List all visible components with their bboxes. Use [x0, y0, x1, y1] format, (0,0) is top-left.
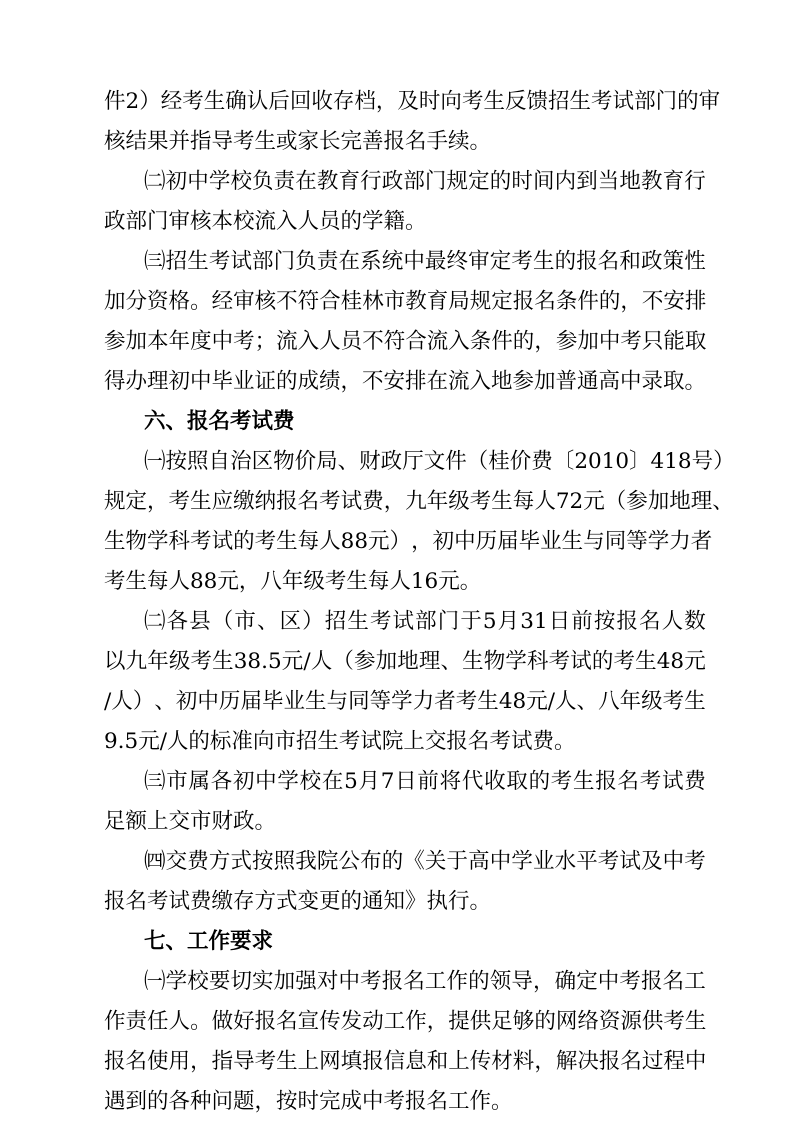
paragraph-line: 考生每人88元，八年级考生每人16元。: [104, 569, 482, 594]
paragraph-line: 足额上交市财政。: [104, 809, 277, 834]
paragraph-line: 遇到的各种问题，按时完成中考报名工作。: [104, 1089, 513, 1114]
paragraph-line: [0, 1051, 794, 1073]
section-heading: 七、工作要求: [144, 929, 274, 954]
line-text: ㈢ 市 属 各 初 中 学 校 在 5 月 7 日 前 将 代 收 取 的 考 生 报 名 考 试 费: [144, 769, 706, 794]
paragraph-line: [0, 91, 794, 113]
paragraph-line: [0, 851, 794, 873]
paragraph-line: [0, 451, 794, 473]
section-heading: 六、报名考试费: [144, 409, 295, 434]
paragraph-line: 得办理初中毕业证的成绩，不安排在流入地参加普通高中录取。: [104, 369, 707, 394]
line-text: ㈣ 交 费 方 式 按 照 我 院 公 布 的 《 关 于 高 中 学 业 水 平 考 试 及 中 考: [144, 849, 706, 874]
paragraph-line: [0, 691, 794, 713]
line-text: 生 物 学 科 考 试 的 考 生 每 人 88 元 ） ， 初 中 历 届 毕 业 生 与 同 等 学 力 者: [104, 529, 713, 554]
paragraph-line: 报名考试费缴存方式变更的通知》执行。: [104, 889, 492, 914]
line-text: ㈠ 按 照 自 治 区 物 价 局 、 财 政 厅 文 件 （ 桂 价 费 〔 2010 〕 418 号 ）: [144, 449, 735, 474]
paragraph-line: [0, 531, 794, 553]
paragraph-line: 9.5元/人的标准向市招生考试院上交报名考试费。: [104, 729, 576, 754]
line-text: / 人 ） 、 初 中 历 届 毕 业 生 与 同 等 学 力 者 考 生 48 元 / 人 、 八 年 级 考 生: [104, 689, 706, 714]
paragraph-line: [0, 331, 794, 353]
paragraph-line: [0, 651, 794, 673]
paragraph-line: 核结果并指导考生或家长完善报名手续。: [104, 129, 492, 154]
line-text: ㈠ 学 校 要 切 实 加 强 对 中 考 报 名 工 作 的 领 导 ， 确 定 中 考 报 名 工: [144, 969, 706, 994]
line-text: 报 名 使 用 ， 指 导 考 生 上 网 填 报 信 息 和 上 传 材 料 ， 解 决 报 名 过 程 中: [104, 1049, 707, 1074]
line-text: ㈡ 各 县 （ 市 、 区 ） 招 生 考 试 部 门 于 5 月 31 日 前 按 报 名 人 数: [144, 609, 706, 634]
paragraph-line: [0, 771, 794, 793]
line-text: 以 九 年 级 考 生 38.5 元 / 人 （ 参 加 地 理 、 生 物 学 科 考 试 的 考 生 48 元: [104, 649, 706, 674]
line-text: 作 责 任 人 。 做 好 报 名 宣 传 发 动 工 作 ， 提 供 足 够 的 网 络 资 源 供 考 生: [104, 1009, 707, 1034]
line-text: 加 分 资 格 。 经 审 核 不 符 合 桂 林 市 教 育 局 规 定 报 名 条 件 的 ， 不 安 排: [104, 289, 707, 314]
paragraph-line: [0, 251, 794, 273]
paragraph-line: [0, 291, 794, 313]
paragraph-line: [0, 971, 794, 993]
paragraph-line: [0, 611, 794, 633]
paragraph-line: 政部门审核本校流入人员的学籍。: [104, 209, 427, 234]
line-text: 规 定 ， 考 生 应 缴 纳 报 名 考 试 费 ， 九 年 级 考 生 每 人 72 元 （ 参 加 地 理 、: [104, 489, 734, 514]
line-text: 件 2 ） 经 考 生 确 认 后 回 收 存 档 ， 及 时 向 考 生 反 馈 招 生 考 试 部 门 的 审: [104, 89, 721, 114]
line-text: ㈢ 招 生 考 试 部 门 负 责 在 系 统 中 最 终 审 定 考 生 的 报 名 和 政 策 性: [144, 249, 706, 274]
paragraph-line: [0, 1011, 794, 1033]
paragraph-line: [0, 491, 794, 513]
line-text: ㈡ 初 中 学 校 负 责 在 教 育 行 政 部 门 规 定 的 时 间 内 到 当 地 教 育 行: [144, 169, 706, 194]
line-text: 参 加 本 年 度 中 考 ； 流 入 人 员 不 符 合 流 入 条 件 的 ， 参 加 中 考 只 能 取: [104, 329, 707, 354]
paragraph-line: [0, 171, 794, 193]
